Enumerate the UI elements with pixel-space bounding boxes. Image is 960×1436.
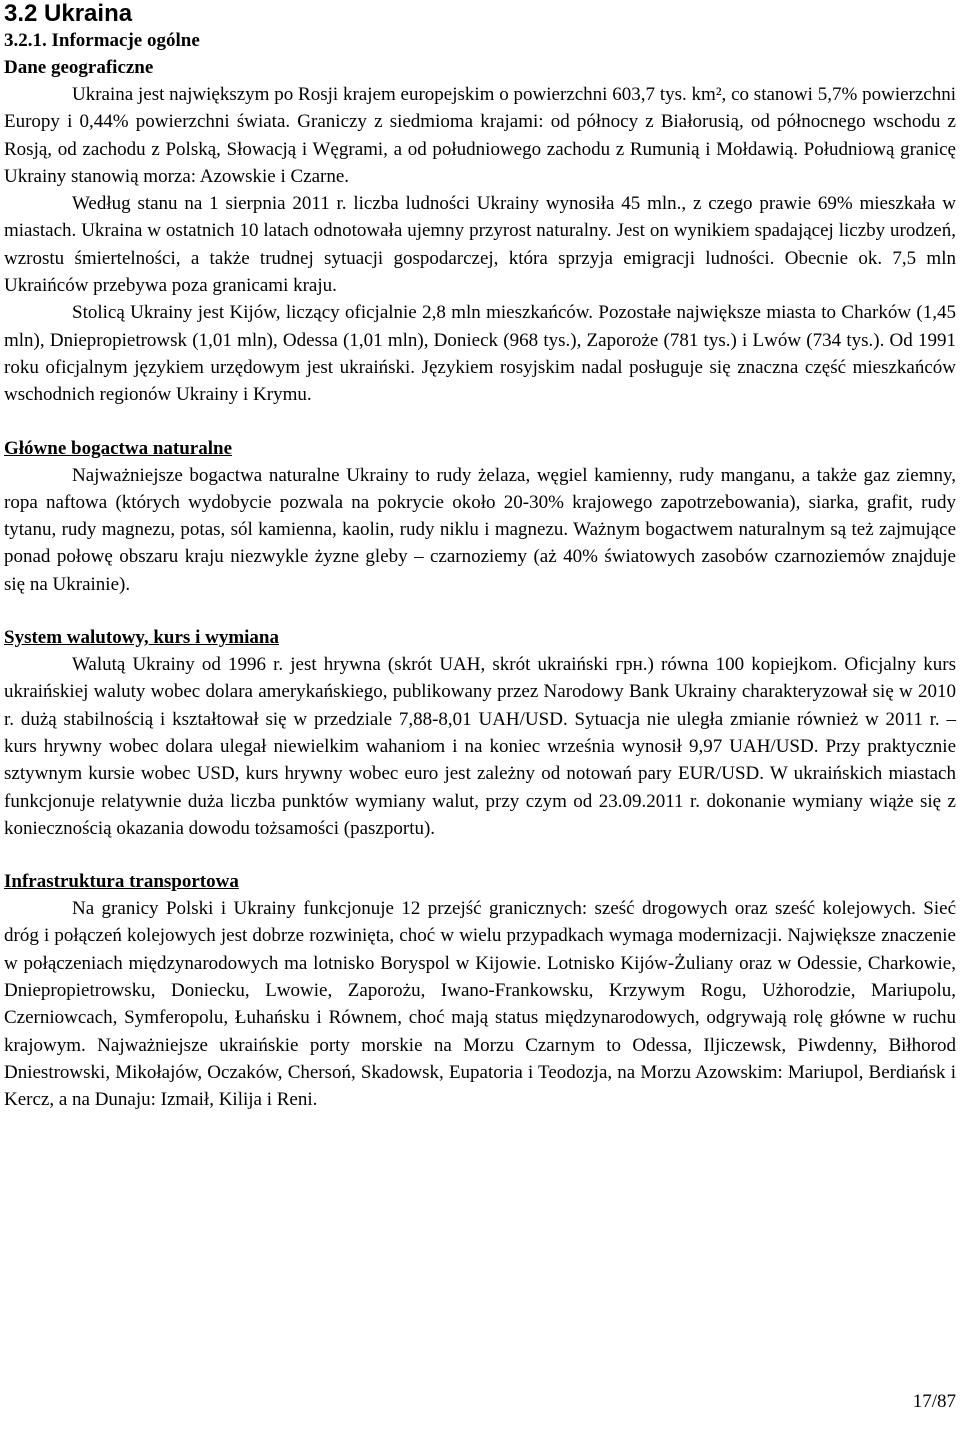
section-title-geography: Dane geograficzne xyxy=(4,57,154,78)
section-geography xyxy=(4,54,956,409)
section-currency xyxy=(4,624,956,842)
paragraph: Według stanu na 1 sierpnia 2011 r. liczba ludności Ukrainy wynosiła 45 mln., z czego prawie 69% mieszkała w miastach. Ukraina w ostatnich 10 latach odnotowała ujemny przyrost naturalny. Jest on wynikiem spadającej liczby urodzeń, wzrostu śmiertelności, a także trudnej sytuacji gospodarczej, która sprzyja emigracji ludności. Obecnie ok. 7,5 mln Ukraińców przebywa poza granicami kraju. xyxy=(4,193,956,297)
section-transport xyxy=(4,868,956,1113)
document-page xyxy=(4,0,956,1114)
page-number: 17/87 xyxy=(912,1391,956,1412)
section-title-natural-resources: Główne bogactwa naturalne xyxy=(4,437,232,459)
section-title-currency: System walutowy, kurs i wymiana xyxy=(4,627,279,649)
chapter-heading: 3.2 Ukraina xyxy=(4,0,133,27)
paragraph: Stolicą Ukrainy jest Kijów, liczący oficjalnie 2,8 mln mieszkańców. Pozostałe największe miasta to Charków (1,45 mln), Dniepropietrowsk (1,01 mln), Odessa (1,01 mln), Donieck (968 tys.), Zaporoże (781 tys.) i Lwów (734 tys.). Od 1991 roku oficjalnym językiem urzędowym jest ukraiński. Językiem rosyjskim nadal posługuje się znaczna część mieszkańców wschodnich regionów Ukrainy i Krymu. xyxy=(4,302,956,406)
paragraph: Na granicy Polski i Ukrainy funkcjonuje 12 przejść granicznych: sześć drogowych oraz sześć kolejowych. Sieć dróg i połączeń kolejowych jest dobrze rozwinięta, choć w wielu przypadkach wymaga modernizacji. Największe znaczenie w połączeniach międzynarodowych ma lotnisko Boryspol w Kijowie. Lotnisko Kijów-Żuliany oraz w Odessie, Charkowie, Dniepropietrowsku, Doniecku, Lwowie, Zaporożu, Iwano-Frankowsku, Krzywym Rogu, Użhorodzie, Mariupolu, Czerniowcach, Symferopolu, Łuhańsku i Równem, choć mają status międzynarodowych, odgrywają rolę główne w ruchu krajowym. Najważniejsze ukraińskie porty morskie na Morzu Czarnym to Odessa, Iljiczewsk, Piwdenny, Biłhorod Dniestrowski, Mikołajów, Oczaków, Chersoń, Skadowsk, Eupatoria i Teodozja, na Morzu Azowskim: Mariupol, Berdiańsk i Kercz, a na Dunaju: Izmaił, Kilija i Reni. xyxy=(4,898,956,1111)
paragraph: Najważniejsze bogactwa naturalne Ukrainy to rudy żelaza, węgiel kamienny, rudy manganu, a także gaz ziemny, ropa naftowa (których wydobycie pozwala na pokrycie około 20-30% krajowego zapotrzebowania), siarka, grafit, rudy tytanu, rudy magnezu, potas, sól kamienna, kaolin, rudy niklu i magnezu. Ważnym bogactwem naturalnym są też zajmujące ponad połowę obszaru kraju niezwykle żyzne gleby – czarnoziemy (aż 40% światowych zasobów czarnoziemów znajduje się na Ukrainie). xyxy=(4,464,956,595)
section-title-transport: Infrastruktura transportowa xyxy=(4,871,239,893)
section-natural-resources xyxy=(4,435,956,598)
subchapter-heading: 3.2.1. Informacje ogólne xyxy=(4,30,200,51)
paragraph: Walutą Ukrainy od 1996 r. jest hrywna (skrót UAH, skrót ukraiński грн.) równa 100 kopiejkom. Oficjalny kurs ukraińskiej waluty wobec dolara amerykańskiego, publikowany przez Narodowy Bank Ukrainy charakteryzował się w 2010 r. dużą stabilnością i kształtował się w przedziale 7,88-8,01 UAH/USD. Sytuacja nie uległa zmianie również w 2011 r. – kurs hrywny wobec dolara ulegał niewielkim wahaniom i na koniec września wynosił 9,97 UAH/USD. Przy praktycznie sztywnym kursie wobec USD, kurs hrywny wobec euro jest zależny od notowań pary EUR/USD. W ukraińskich miastach funkcjonuje relatywnie duża liczba punktów wymiany walut, przy czym od 23.09.2011 r. dokonanie wymiany wiąże się z koniecznością okazania dowodu tożsamości (paszportu). xyxy=(4,654,956,839)
paragraph: Ukraina jest największym po Rosji krajem europejskim o powierzchni 603,7 tys. km², co stanowi 5,7% powierzchni Europy i 0,44% powierzchni świata. Graniczy z siedmioma krajami: od północy z Białorusią, od północnego wschodu z Rosją, od zachodu z Polską, Słowacją i Węgrami, a od południowego zachodu z Rumunią i Mołdawią. Południową granicę Ukrainy stanowią morza: Azowskie i Czarne. xyxy=(4,84,956,187)
